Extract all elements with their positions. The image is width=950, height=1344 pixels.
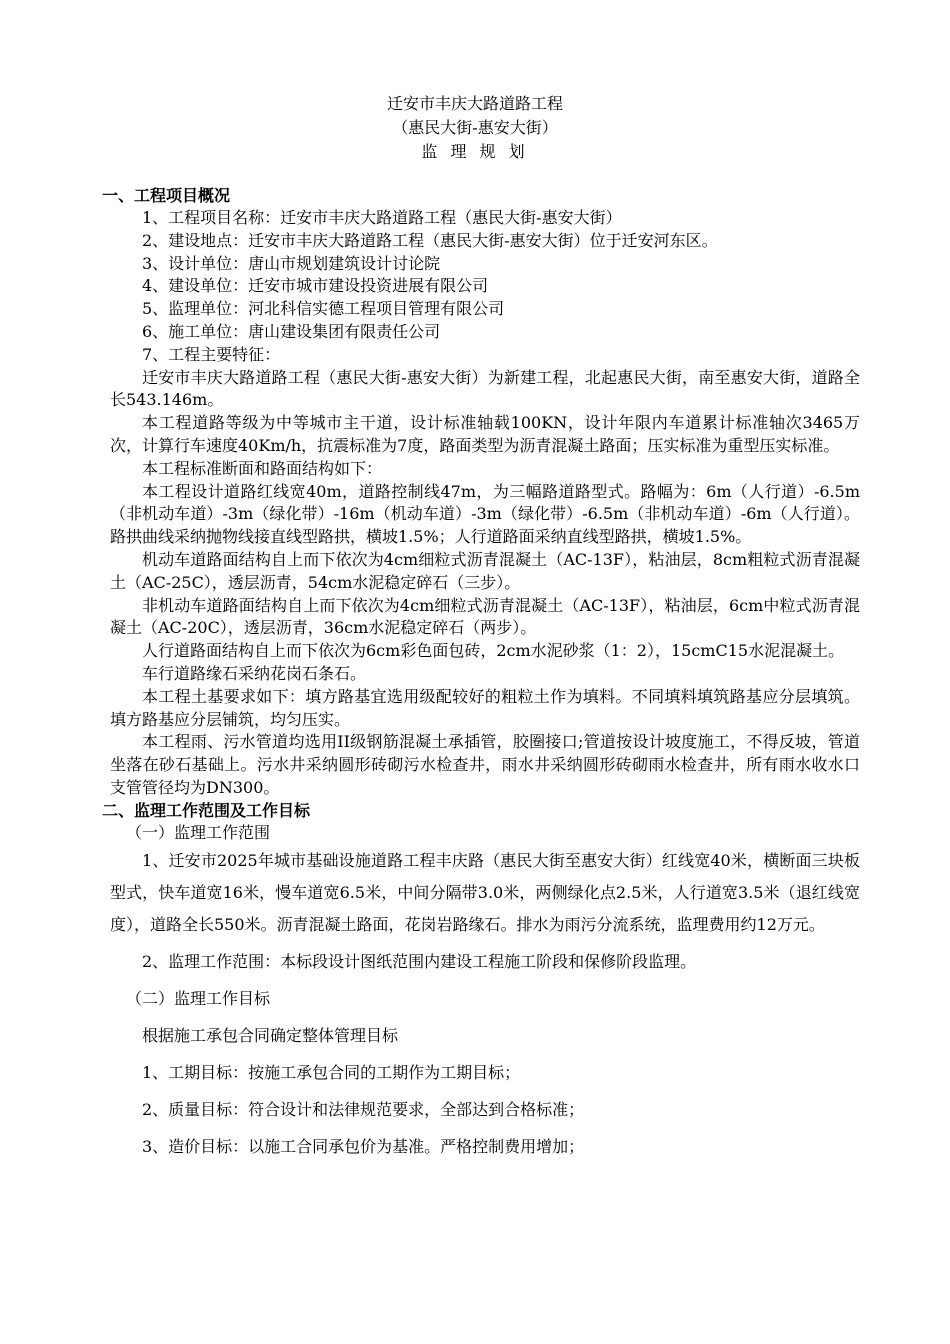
document-title: 迁安市丰庆大路道路工程 (386, 94, 563, 113)
paragraph: 车行道路缘石采纳花岗石条石。 (142, 663, 367, 683)
paragraph: 机动车道路面结构自上而下依次为4cm细粒式沥青混凝土（AC-13F），粘油层，8cm粗粒式沥青混凝土（AC-25C），透层沥青，54cm水泥稳定碎石（三步）。 (110, 549, 860, 592)
section-heading-scope: 二、监理工作范围及工作目标 (102, 800, 311, 820)
subsection-heading-scope: （一）监理工作范围 (126, 822, 271, 842)
document-subtitle: （惠民大街-惠安大街） (392, 118, 558, 137)
paragraph: 人行道路面结构自上而下依次为6cm彩色面包砖，2cm水泥砂浆（1：2），15cmC15水泥混凝土。 (142, 641, 845, 661)
paragraph: 本工程雨、污水管道均选用II级钢筋混凝土承插管，胶圈接口;管道按设计坡度施工，不得反坡，管道坐落在砂石基础上。污水井采纳圆形砖砌污水检查井，雨水井采纳圆形砖砌雨水检查井，所有雨水收水口支管管径均为DN300。 (110, 732, 860, 797)
document-type-title: 监 理 规 划 (421, 142, 529, 161)
section-heading-overview: 一、工程项目概况 (102, 186, 231, 205)
paragraph: 2、监理工作范围：本标段设计图纸范围内建设工程施工阶段和保修阶段监理。 (142, 951, 697, 971)
list-item: 5、监理单位：河北科信实德工程项目管理有限公司 (142, 299, 505, 319)
list-item: 1、工程项目名称：迁安市丰庆大路道路工程（惠民大街-惠安大街） (142, 208, 622, 227)
list-item: 2、建设地点：迁安市丰庆大路道路工程（惠民大街-惠安大街）位于迁安河东区。 (142, 230, 718, 250)
paragraph: 迁安市丰庆大路道路工程（惠民大街-惠安大街）为新建工程，北起惠民大街，南至惠安大街，道路全长543.146m。 (110, 367, 860, 410)
list-item: 3、造价目标：以施工合同承包价为基准。严格控制费用增加； (142, 1136, 585, 1156)
list-item: 3、设计单位：唐山市规划建筑设计讨论院 (142, 253, 441, 273)
list-item: 6、施工单位：唐山建设集团有限责任公司 (142, 321, 441, 341)
subsection-heading-goals: （二）监理工作目标 (126, 988, 271, 1008)
paragraph: 非机动车道路面结构自上而下依次为4cm细粒式沥青混凝土（AC-13F），粘油层，6cm中粒式沥青混凝土（AC-20C），透层沥青，36cm水泥稳定碎石（两步）。 (110, 595, 860, 638)
document-body (102, 185, 860, 1168)
list-item: 7、工程主要特征： (142, 344, 281, 364)
paragraph: 本工程设计道路红线宽40m，道路控制线47m，为三幅路道路型式。路幅为：6m（人行道）-6.5m（非机动车道）-3m（绿化带）-16m（机动车道）-3m（绿化带）-6.5m（非机动车道）-6m（人行道）。路拱曲线采纳抛物线接直线型路拱，横坡1.5%；人行道路面采纳直线型路拱，横坡1.5%。 (110, 481, 860, 547)
paragraph: 本工程土基要求如下：填方路基宜选用级配较好的粗粒土作为填料。不同填料填筑路基应分层填筑。填方路基应分层铺筑，均匀压实。 (110, 686, 860, 729)
scope-block (110, 845, 860, 1163)
paragraph: 本工程标准断面和路面结构如下： (142, 458, 383, 478)
list-item: 2、质量目标：符合设计和法律规范要求，全部达到合格标准； (142, 1099, 585, 1119)
list-item: 4、建设单位：迁安市城市建设投资进展有限公司 (142, 276, 489, 296)
paragraph: 1、迁安市2025年城市基础设施道路工程丰庆路（惠民大街至惠安大街）红线宽40米，横断面三块板型式，快车道宽16米，慢车道宽6.5米，中间分隔带3.0米，两侧绿化点2.5米，人行道宽3.5米（退红线宽度），道路全长550米。沥青混凝土路面，花岗岩路缘石。排水为雨污分流系统，监理费用约12万元。 (110, 850, 860, 934)
list-item: 1、工期目标：按施工承包合同的工期作为工期目标； (142, 1062, 521, 1082)
paragraph: 根据施工承包合同确定整体管理目标 (142, 1025, 399, 1045)
paragraph: 本工程道路等级为中等城市主干道，设计标准轴载100KN，设计年限内车道累计标准轴次3465万次，计算行车速度40Km/h，抗震标准为7度，路面类型为沥青混凝土路面；压实标准为重型压实标准。 (110, 413, 860, 455)
